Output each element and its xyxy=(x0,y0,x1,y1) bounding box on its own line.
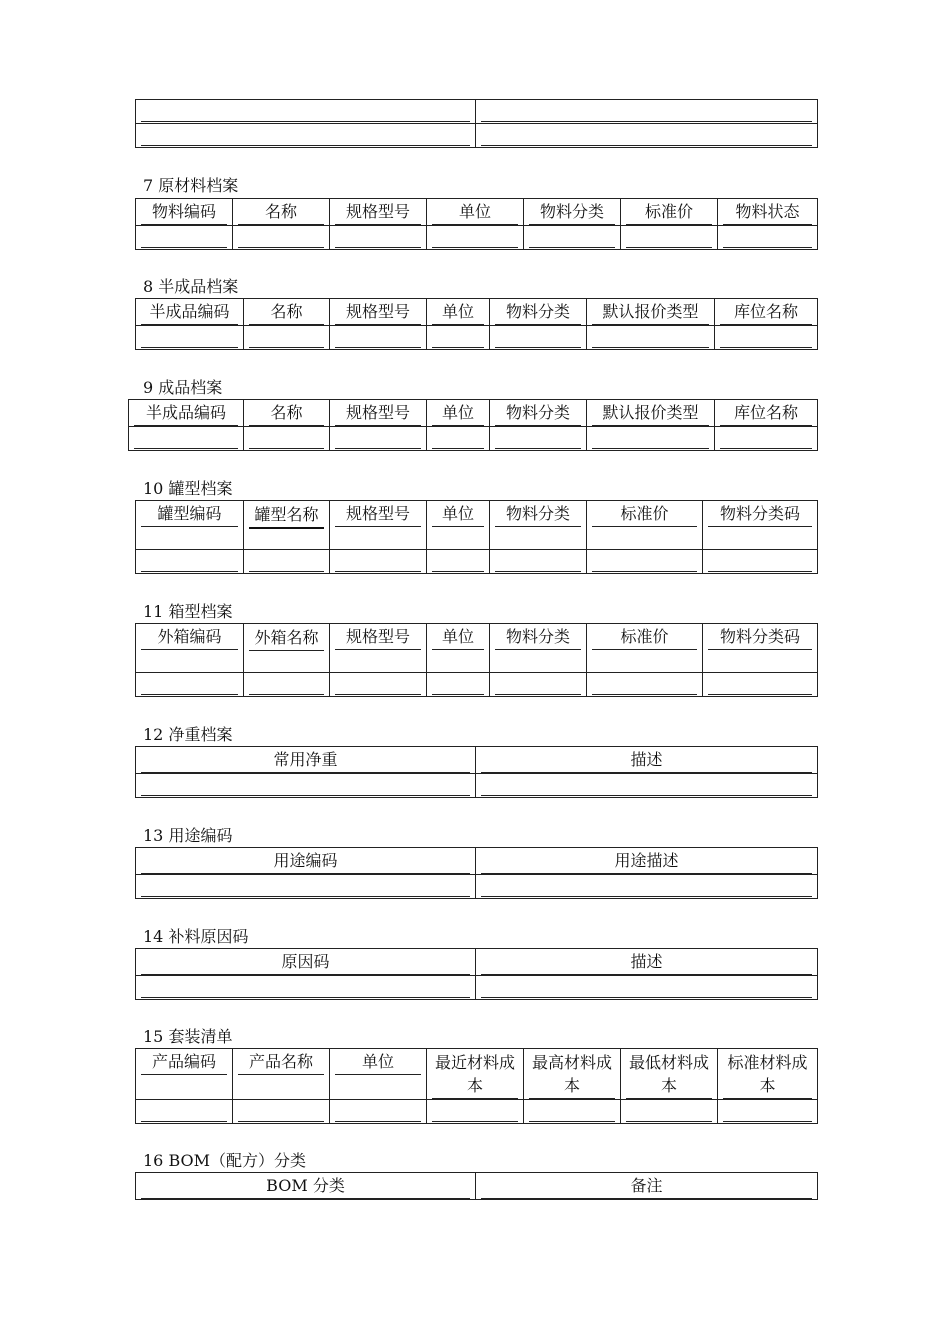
table-row xyxy=(136,550,818,574)
column-header: 标准价 xyxy=(587,501,703,550)
column-header: 用途编码 xyxy=(136,848,476,875)
column-header: 半成品编码 xyxy=(129,400,244,427)
table-cell[interactable] xyxy=(524,226,621,250)
column-header: 规格型号 xyxy=(330,199,427,226)
table-cell[interactable] xyxy=(587,673,703,697)
column-header: 描述 xyxy=(476,747,818,774)
column-header: 物料分类码 xyxy=(703,624,818,673)
column-header: BOM 分类 xyxy=(136,1173,476,1200)
table-cell[interactable] xyxy=(476,100,818,124)
column-header: 标准材料成本 xyxy=(718,1049,818,1100)
table-cell[interactable] xyxy=(587,326,715,350)
table-finished-goods xyxy=(128,399,818,451)
column-header: 产品名称 xyxy=(233,1049,330,1100)
table-header-row xyxy=(136,501,818,550)
table-cell[interactable] xyxy=(587,550,703,574)
table-cell[interactable] xyxy=(476,976,818,1000)
table-cell[interactable] xyxy=(330,226,427,250)
section-title-carton-type: 11 箱型档案 xyxy=(143,602,233,621)
table-cell[interactable] xyxy=(136,875,476,899)
table-cell[interactable] xyxy=(427,673,490,697)
table-cell[interactable] xyxy=(621,226,718,250)
table-cell[interactable] xyxy=(715,326,818,350)
table-cell[interactable] xyxy=(427,550,490,574)
column-header: 规格型号 xyxy=(330,400,427,427)
column-header: 外箱编码 xyxy=(136,624,244,673)
table-cell[interactable] xyxy=(233,1100,330,1124)
section-title-usage-code: 13 用途编码 xyxy=(143,826,233,845)
table-cell[interactable] xyxy=(476,124,818,148)
table-cell[interactable] xyxy=(524,1100,621,1124)
table-row xyxy=(136,226,818,250)
column-header: 单位 xyxy=(427,501,490,550)
column-header: 标准价 xyxy=(587,624,703,673)
table-cell[interactable] xyxy=(427,226,524,250)
section-title-can-type: 10 罐型档案 xyxy=(143,479,233,498)
column-header: 产品编码 xyxy=(136,1049,233,1100)
section-title-finished-goods: 9 成品档案 xyxy=(143,378,223,397)
column-header: 用途描述 xyxy=(476,848,818,875)
table-cell[interactable] xyxy=(136,774,476,798)
table-cell[interactable] xyxy=(718,226,818,250)
table-row xyxy=(136,875,818,899)
column-header: 库位名称 xyxy=(715,400,818,427)
table-header-row xyxy=(136,1173,818,1200)
table-row xyxy=(136,774,818,798)
table-cell[interactable] xyxy=(136,673,244,697)
section-title-net-weight: 12 净重档案 xyxy=(143,725,233,744)
column-header: 默认报价类型 xyxy=(587,400,715,427)
table-cell[interactable] xyxy=(715,427,818,451)
table-row xyxy=(129,427,818,451)
column-header: 最近材料成本 xyxy=(427,1049,524,1100)
column-header: 单位 xyxy=(427,199,524,226)
table-cell[interactable] xyxy=(703,550,818,574)
section-title-bom-category: 16 BOM（配方）分类 xyxy=(143,1151,307,1170)
table-cell[interactable] xyxy=(587,427,715,451)
table-row xyxy=(136,673,818,697)
table-cell[interactable] xyxy=(244,326,330,350)
column-header: 物料分类 xyxy=(524,199,621,226)
table-header-row xyxy=(136,199,818,226)
table-header-row xyxy=(136,848,818,875)
table-cell[interactable] xyxy=(427,326,490,350)
column-header: 最高材料成本 xyxy=(524,1049,621,1100)
table-cell[interactable] xyxy=(136,550,244,574)
column-header: 名称 xyxy=(233,199,330,226)
table-cell[interactable] xyxy=(476,875,818,899)
table-row xyxy=(136,1100,818,1124)
column-header: 原因码 xyxy=(136,949,476,976)
table-cell[interactable] xyxy=(490,427,587,451)
table-top-continuation xyxy=(135,99,818,148)
column-header: 物料状态 xyxy=(718,199,818,226)
table-cell[interactable] xyxy=(136,226,233,250)
table-cell[interactable] xyxy=(136,1100,233,1124)
table-cell[interactable] xyxy=(136,100,476,124)
table-cell[interactable] xyxy=(476,774,818,798)
table-semi-finished xyxy=(135,298,818,350)
table-row xyxy=(136,326,818,350)
table-row xyxy=(136,124,818,148)
table-cell[interactable] xyxy=(233,226,330,250)
table-header-row xyxy=(136,1049,818,1100)
table-usage-code xyxy=(135,847,818,899)
column-header: 描述 xyxy=(476,949,818,976)
table-cell[interactable] xyxy=(330,326,427,350)
table-cell[interactable] xyxy=(244,550,330,574)
table-header-row xyxy=(136,747,818,774)
column-header: 库位名称 xyxy=(715,299,818,326)
table-cell[interactable] xyxy=(718,1100,818,1124)
table-cell[interactable] xyxy=(427,427,490,451)
column-header: 名称 xyxy=(244,299,330,326)
table-bom-category xyxy=(135,1172,818,1200)
table-row xyxy=(136,976,818,1000)
table-cell[interactable] xyxy=(244,673,330,697)
table-header-row xyxy=(129,400,818,427)
table-cell[interactable] xyxy=(330,673,427,697)
table-header-row xyxy=(136,299,818,326)
section-title-raw-material: 7 原材料档案 xyxy=(143,176,239,195)
column-header: 名称 xyxy=(244,400,330,427)
table-net-weight xyxy=(135,746,818,798)
table-row xyxy=(136,100,818,124)
column-header: 物料编码 xyxy=(136,199,233,226)
column-header: 罐型名称 xyxy=(244,501,330,550)
column-header: 单位 xyxy=(427,299,490,326)
column-header: 最低材料成本 xyxy=(621,1049,718,1100)
table-cell[interactable] xyxy=(330,1100,427,1124)
column-header: 外箱名称 xyxy=(244,624,330,673)
table-cell[interactable] xyxy=(703,673,818,697)
table-cell[interactable] xyxy=(330,550,427,574)
column-header: 规格型号 xyxy=(330,501,427,550)
column-header: 物料分类 xyxy=(490,299,587,326)
column-header: 半成品编码 xyxy=(136,299,244,326)
table-raw-material xyxy=(135,198,818,250)
table-cell[interactable] xyxy=(244,427,330,451)
column-header: 物料分类 xyxy=(490,501,587,550)
column-header: 标准价 xyxy=(621,199,718,226)
table-cell[interactable] xyxy=(490,550,587,574)
table-header-row xyxy=(136,624,818,673)
column-header: 单位 xyxy=(330,1049,427,1100)
table-replenish-reason xyxy=(135,948,818,1000)
section-title-kit-list: 15 套装清单 xyxy=(143,1027,233,1046)
column-header: 单位 xyxy=(427,400,490,427)
table-cell[interactable] xyxy=(136,976,476,1000)
table-cell[interactable] xyxy=(621,1100,718,1124)
column-header: 物料分类 xyxy=(490,624,587,673)
table-header-row xyxy=(136,949,818,976)
table-cell[interactable] xyxy=(136,326,244,350)
table-cell[interactable] xyxy=(330,427,427,451)
column-header: 物料分类码 xyxy=(703,501,818,550)
section-title-replenish-reason: 14 补料原因码 xyxy=(143,927,249,946)
section-title-semi-finished: 8 半成品档案 xyxy=(143,277,239,296)
column-header: 备注 xyxy=(476,1173,818,1200)
table-cell[interactable] xyxy=(129,427,244,451)
table-cell[interactable] xyxy=(136,124,476,148)
table-cell[interactable] xyxy=(490,326,587,350)
column-header: 规格型号 xyxy=(330,299,427,326)
column-header: 罐型编码 xyxy=(136,501,244,550)
column-header: 单位 xyxy=(427,624,490,673)
table-carton-type xyxy=(135,623,818,697)
column-header: 默认报价类型 xyxy=(587,299,715,326)
table-kit-list xyxy=(135,1048,818,1124)
table-cell[interactable] xyxy=(427,1100,524,1124)
table-cell[interactable] xyxy=(490,673,587,697)
column-header: 规格型号 xyxy=(330,624,427,673)
column-header: 常用净重 xyxy=(136,747,476,774)
column-header: 物料分类 xyxy=(490,400,587,427)
table-can-type xyxy=(135,500,818,574)
